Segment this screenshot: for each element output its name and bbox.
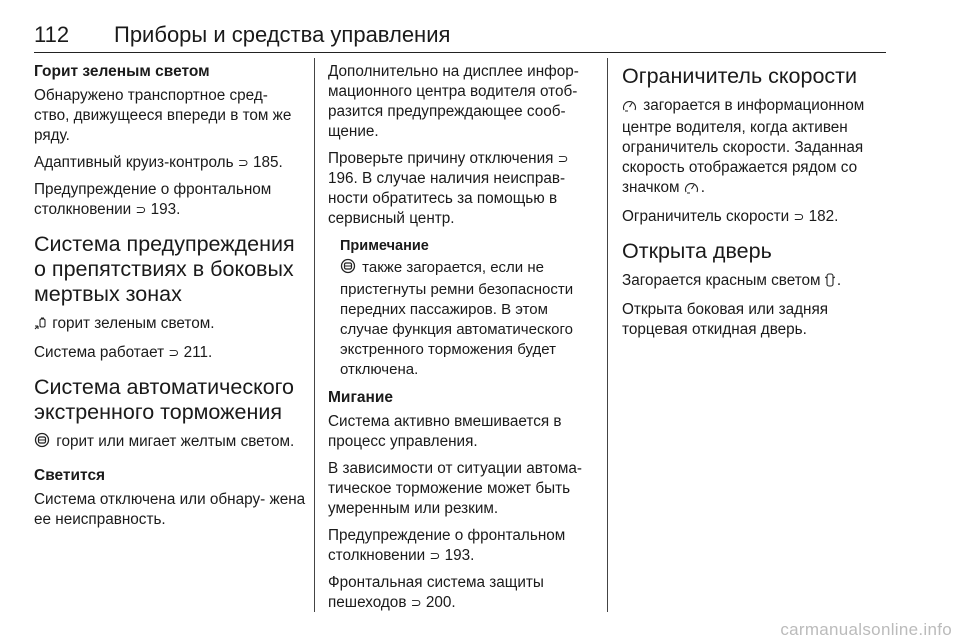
page-link[interactable]: 185. <box>252 154 283 171</box>
page-link[interactable]: 196. <box>328 170 358 187</box>
cross-reference: Ограничитель скорости ⊃ 182. <box>622 208 839 225</box>
section-heading-lit: Светится <box>34 467 106 484</box>
paragraph: Проверьте причину отключения ⊃ 196. В случае наличия неисправ- ности обратитесь за помощью в сервисный центр. <box>328 150 569 227</box>
paragraph: Загорается красным светом . <box>622 271 894 293</box>
emergency-brake-icon <box>340 258 356 280</box>
page-link[interactable]: 193. <box>150 201 181 218</box>
section-heading-aeb: Система автоматического экстренного торможения <box>34 375 294 424</box>
cross-reference: Предупреждение о фронтальном столкновении ⊃ 193. <box>328 527 566 564</box>
paragraph: загорается в информационном центре водителя, когда активен ограничитель скорости. Заданная скорость отображается рядом со значком . <box>622 96 894 200</box>
section-heading-door-open: Открыта дверь <box>622 239 772 263</box>
column-2 <box>328 62 600 620</box>
page-link[interactable]: 182. <box>808 208 839 225</box>
page-link[interactable]: 193. <box>444 547 475 564</box>
page-ref-icon: ⊃ <box>429 548 441 563</box>
watermark: carmanualsonline.info <box>780 620 952 639</box>
cross-reference: Система работает ⊃ 211. <box>34 344 213 361</box>
page-link[interactable]: 211. <box>183 344 213 361</box>
note-box <box>340 236 600 380</box>
page-ref-icon: ⊃ <box>557 151 569 166</box>
paragraph: Открыта боковая или задняя торцевая откидная дверь. <box>622 301 829 338</box>
page-link[interactable]: 200. <box>425 594 456 611</box>
door-open-icon <box>825 273 835 293</box>
cross-reference: Фронтальная система защиты пешеходов ⊃ 200. <box>328 574 544 611</box>
page-ref-icon: ⊃ <box>793 209 805 224</box>
emergency-brake-icon <box>34 432 50 454</box>
page-ref-icon: ⊃ <box>135 202 147 217</box>
column-3 <box>622 62 894 347</box>
blind-spot-icon <box>34 316 46 336</box>
note-title: Примечание <box>340 238 429 254</box>
paragraph: Обнаружено транспортное сред- ство, движущееся впереди в том же ряду. <box>34 87 292 144</box>
paragraph: В зависимости от ситуации автома- тическое торможение может быть умеренным или резким. <box>328 460 582 517</box>
section-heading-speed-limiter: Ограничитель скорости <box>622 64 858 88</box>
section-heading-blink: Мигание <box>328 389 394 406</box>
cross-reference: Адаптивный круиз-контроль ⊃ 185. <box>34 154 283 171</box>
page-ref-icon: ⊃ <box>168 345 180 360</box>
note-text: также загорается, если не пристегнуты ремни безопасности передних пассажиров. В этом случае функция автоматического экстренного торможения будет отключена. <box>340 259 574 378</box>
cross-reference: Предупреждение о фронтальном столкновении ⊃ 193. <box>34 181 272 218</box>
column-divider-2 <box>607 58 608 612</box>
page-title: Приборы и средства управления <box>114 22 451 47</box>
page-number: 112 <box>34 22 70 47</box>
section-heading-green: Горит зеленым светом <box>34 63 210 80</box>
column-1 <box>34 62 306 537</box>
speed-limiter-icon <box>684 180 699 200</box>
column-divider-1 <box>314 58 315 612</box>
speed-limiter-icon <box>622 98 637 118</box>
section-heading-blind-spot: Система предупреждения о препятствиях в боковых мертвых зонах <box>34 232 295 306</box>
paragraph: горит или мигает желтым светом. <box>34 432 306 454</box>
page-ref-icon: ⊃ <box>410 595 422 610</box>
paragraph: Система отключена или обнару- жена ее неисправность. <box>34 491 306 528</box>
paragraph: Дополнительно на дисплее инфор- мационного центра водителя отоб- разится предупреждающее сооб- щение. <box>328 63 579 140</box>
page-ref-icon: ⊃ <box>237 155 249 170</box>
paragraph: Система активно вмешивается в процесс управления. <box>328 413 562 450</box>
paragraph: горит зеленым светом. <box>34 314 306 336</box>
page-header <box>34 20 886 53</box>
